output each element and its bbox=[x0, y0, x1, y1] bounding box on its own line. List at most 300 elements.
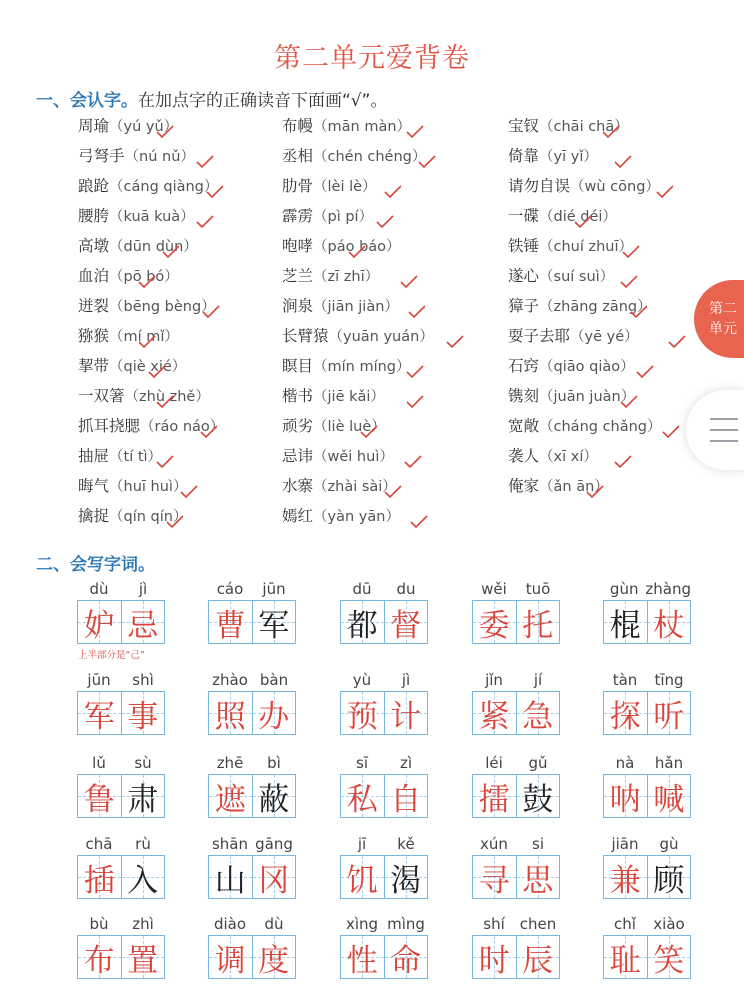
check-mark-icon bbox=[376, 215, 394, 229]
syllable: mìng bbox=[387, 915, 425, 933]
character: 忌 bbox=[127, 607, 159, 644]
char-cell bbox=[121, 775, 165, 817]
pinyin-item bbox=[282, 141, 426, 171]
syllable: tīng bbox=[654, 671, 684, 689]
character: 鼓 bbox=[522, 781, 554, 818]
character: 军 bbox=[258, 607, 290, 644]
character: 事 bbox=[127, 698, 159, 735]
character: 杖 bbox=[653, 607, 685, 644]
pinyin-word: 晦气 bbox=[78, 477, 110, 495]
word-pinyin bbox=[77, 578, 165, 600]
pinyin-word: 宽敞 bbox=[508, 417, 540, 435]
char-cell bbox=[252, 936, 296, 978]
pinyin-word: 镌刻 bbox=[508, 387, 540, 405]
word-box bbox=[77, 833, 165, 899]
pinyin-word: 一双箸 bbox=[78, 387, 125, 405]
character: 喊 bbox=[653, 781, 685, 818]
check-mark-icon bbox=[166, 515, 184, 529]
pinyin-word: 涧泉 bbox=[282, 297, 314, 315]
pinyin-word: 楷书 bbox=[282, 387, 314, 405]
syllable: xún bbox=[480, 835, 508, 853]
character: 呐 bbox=[609, 781, 641, 818]
char-cell bbox=[604, 692, 647, 734]
check-mark-icon bbox=[662, 425, 680, 439]
tianzige-boxes bbox=[603, 691, 691, 735]
tianzige-boxes bbox=[208, 855, 296, 899]
check-mark-icon bbox=[406, 365, 424, 379]
pinyin-word: 獐子 bbox=[508, 297, 540, 315]
syllable: gǔ bbox=[528, 754, 548, 772]
pinyin-item bbox=[282, 291, 399, 321]
check-mark-icon bbox=[410, 515, 428, 529]
char-cell bbox=[121, 936, 165, 978]
pinyin-options: （qiè xié） bbox=[109, 359, 187, 375]
syllable: cáo bbox=[216, 580, 244, 598]
pinyin-item bbox=[282, 381, 385, 411]
pinyin-item bbox=[78, 471, 187, 501]
syllable: si bbox=[532, 835, 544, 853]
syllable: jí bbox=[533, 671, 543, 689]
syllable: chǐ bbox=[614, 915, 636, 933]
pinyin-item bbox=[508, 321, 639, 351]
word-pinyin bbox=[340, 833, 428, 855]
char-cell bbox=[252, 692, 296, 734]
check-mark-icon bbox=[602, 125, 620, 139]
pinyin-options: （xī xí） bbox=[539, 449, 598, 465]
character: 饥 bbox=[346, 862, 378, 899]
word-pinyin bbox=[603, 752, 691, 774]
syllable: lǔ bbox=[92, 754, 106, 772]
word-pinyin bbox=[603, 669, 691, 691]
page-title: 第二单元爱背卷 bbox=[274, 43, 470, 74]
annotation-note: 上半部分是“己” bbox=[78, 650, 145, 661]
syllable: zì bbox=[399, 754, 413, 772]
check-mark-icon bbox=[348, 245, 366, 259]
syllable: léi bbox=[485, 754, 503, 772]
syllable: dū bbox=[352, 580, 372, 598]
char-cell bbox=[252, 856, 296, 898]
char-cell bbox=[384, 856, 428, 898]
pinyin-item bbox=[78, 141, 195, 171]
char-cell bbox=[516, 856, 560, 898]
syllable: jūn bbox=[87, 671, 111, 689]
character: 山 bbox=[214, 862, 246, 899]
check-mark-icon bbox=[418, 155, 436, 169]
character: 自 bbox=[390, 781, 422, 818]
syllable: gāng bbox=[255, 835, 293, 853]
syllable: bù bbox=[89, 915, 109, 933]
char-cell bbox=[604, 936, 647, 978]
syllable: jì bbox=[401, 671, 411, 689]
pinyin-options: （wù cōng） bbox=[570, 179, 660, 195]
word-box bbox=[603, 752, 691, 818]
char-cell bbox=[384, 936, 428, 978]
pinyin-item bbox=[282, 441, 394, 471]
word-box bbox=[603, 669, 691, 735]
tianzige-boxes bbox=[472, 774, 560, 818]
word-box bbox=[603, 578, 691, 644]
word-pinyin bbox=[77, 752, 165, 774]
syllable: bàn bbox=[259, 671, 289, 689]
pinyin-item bbox=[508, 141, 598, 171]
pinyin-options: （ráo náo） bbox=[140, 419, 225, 435]
pinyin-item bbox=[282, 171, 377, 201]
check-mark-icon bbox=[138, 275, 156, 289]
pinyin-item bbox=[282, 201, 373, 231]
char-cell bbox=[121, 856, 165, 898]
check-mark-icon bbox=[180, 485, 198, 499]
word-box bbox=[472, 752, 560, 818]
char-cell bbox=[647, 601, 691, 643]
tianzige-boxes bbox=[77, 600, 165, 644]
unit-tab-line2: 单元 bbox=[709, 321, 737, 337]
character: 办 bbox=[258, 698, 290, 735]
syllable: rù bbox=[135, 835, 151, 853]
pinyin-options: （jiē kǎi） bbox=[313, 389, 385, 405]
char-cell bbox=[341, 936, 384, 978]
char-cell bbox=[209, 601, 252, 643]
char-cell bbox=[604, 601, 647, 643]
pinyin-item bbox=[282, 501, 400, 531]
menu-icon-bar bbox=[710, 440, 738, 442]
check-mark-icon bbox=[196, 155, 214, 169]
character: 插 bbox=[83, 862, 115, 899]
syllable: gùn bbox=[609, 580, 639, 598]
word-pinyin bbox=[208, 669, 296, 691]
pinyin-options: （qín qín） bbox=[109, 509, 188, 525]
word-box bbox=[340, 913, 428, 979]
char-cell bbox=[78, 775, 121, 817]
check-mark-icon bbox=[384, 485, 402, 499]
menu-icon-bar bbox=[710, 429, 738, 431]
tianzige-boxes bbox=[340, 691, 428, 735]
pinyin-options: （mān màn） bbox=[313, 119, 412, 135]
tianzige-boxes bbox=[208, 600, 296, 644]
char-cell bbox=[516, 775, 560, 817]
character: 顾 bbox=[653, 862, 685, 899]
syllable: du bbox=[396, 580, 416, 598]
tianzige-boxes bbox=[603, 935, 691, 979]
pinyin-word: 霹雳 bbox=[282, 207, 314, 225]
syllable: jì bbox=[138, 580, 148, 598]
char-cell bbox=[78, 692, 121, 734]
pinyin-options: （yàn yān） bbox=[313, 509, 400, 525]
char-cell bbox=[647, 856, 691, 898]
syllable: yù bbox=[352, 671, 372, 689]
char-cell bbox=[384, 692, 428, 734]
tianzige-boxes bbox=[340, 935, 428, 979]
syllable: chā bbox=[85, 835, 113, 853]
check-mark-icon bbox=[656, 185, 674, 199]
pinyin-item bbox=[282, 111, 411, 141]
pinyin-item bbox=[282, 321, 434, 351]
pinyin-word: 抽屉 bbox=[78, 447, 110, 465]
char-cell bbox=[516, 601, 560, 643]
syllable: shí bbox=[483, 915, 505, 933]
pinyin-word: 丞相 bbox=[282, 147, 314, 165]
word-pinyin bbox=[208, 578, 296, 600]
check-mark-icon bbox=[138, 335, 156, 349]
check-mark-icon bbox=[622, 245, 640, 259]
check-mark-icon bbox=[636, 365, 654, 379]
character: 鲁 bbox=[83, 781, 115, 818]
tianzige-boxes bbox=[472, 600, 560, 644]
character: 探 bbox=[609, 698, 641, 735]
character: 性 bbox=[346, 942, 378, 979]
check-mark-icon bbox=[206, 185, 224, 199]
word-box bbox=[208, 669, 296, 735]
tianzige-boxes bbox=[208, 774, 296, 818]
check-mark-icon bbox=[614, 155, 632, 169]
character: 督 bbox=[390, 607, 422, 644]
pinyin-options: （chén chéng） bbox=[313, 149, 427, 165]
menu-button[interactable] bbox=[686, 390, 744, 470]
character: 耻 bbox=[609, 942, 641, 979]
pinyin-options: （yī yǐ） bbox=[539, 149, 598, 165]
pinyin-word: 血泊 bbox=[78, 267, 110, 285]
check-mark-icon bbox=[360, 425, 378, 439]
syllable: xìng bbox=[345, 915, 379, 933]
pinyin-word: 抓耳挠腮 bbox=[78, 417, 141, 435]
pinyin-word: 倚靠 bbox=[508, 147, 540, 165]
syllable: zhē bbox=[216, 754, 244, 772]
tianzige-boxes bbox=[472, 855, 560, 899]
pinyin-item bbox=[78, 351, 186, 381]
pinyin-item bbox=[508, 261, 614, 291]
word-pinyin bbox=[340, 913, 428, 935]
character: 调 bbox=[214, 942, 246, 979]
char-cell bbox=[121, 601, 165, 643]
word-box bbox=[340, 833, 428, 899]
pinyin-word: 请勿自误 bbox=[508, 177, 571, 195]
character: 军 bbox=[83, 698, 115, 735]
char-cell bbox=[604, 775, 647, 817]
check-mark-icon bbox=[200, 425, 218, 439]
syllable: dù bbox=[89, 580, 109, 598]
character: 托 bbox=[522, 607, 554, 644]
syllable: hǎn bbox=[654, 754, 684, 772]
pinyin-options: （chāi chā） bbox=[539, 119, 629, 135]
menu-icon-bar bbox=[710, 418, 738, 420]
pinyin-options: （kuā kuà） bbox=[109, 209, 195, 225]
character: 度 bbox=[258, 942, 290, 979]
pinyin-options: （qiāo qiào） bbox=[539, 359, 635, 375]
pinyin-word: 俺家 bbox=[508, 477, 540, 495]
pinyin-word: 宝钗 bbox=[508, 117, 540, 135]
word-box bbox=[472, 578, 560, 644]
character: 笑 bbox=[653, 942, 685, 979]
char-cell bbox=[384, 601, 428, 643]
word-box bbox=[603, 833, 691, 899]
syllable: zhì bbox=[132, 915, 154, 933]
pinyin-item bbox=[508, 351, 635, 381]
word-box bbox=[77, 913, 165, 979]
pinyin-options: （wěi huì） bbox=[313, 449, 394, 465]
check-mark-icon bbox=[404, 455, 422, 469]
word-pinyin bbox=[340, 752, 428, 774]
char-cell bbox=[252, 775, 296, 817]
pinyin-options: （lèi lè） bbox=[313, 179, 377, 195]
word-pinyin bbox=[77, 669, 165, 691]
character: 听 bbox=[653, 698, 685, 735]
char-cell bbox=[209, 775, 252, 817]
check-mark-icon bbox=[620, 275, 638, 289]
character: 遮 bbox=[214, 781, 246, 818]
pinyin-options: （zhāng zāng） bbox=[539, 299, 652, 315]
word-box bbox=[340, 752, 428, 818]
pinyin-options: （nú nǔ） bbox=[124, 149, 195, 165]
pinyin-options: （juān juàn） bbox=[539, 389, 636, 405]
word-pinyin bbox=[208, 833, 296, 855]
pinyin-word: 咆哮 bbox=[282, 237, 314, 255]
syllable: bì bbox=[267, 754, 281, 772]
pinyin-word: 耍子去耶 bbox=[508, 327, 571, 345]
check-mark-icon bbox=[586, 485, 604, 499]
character: 兼 bbox=[609, 862, 641, 899]
char-cell bbox=[121, 692, 165, 734]
syllable: jūn bbox=[262, 580, 286, 598]
syllable: zhào bbox=[212, 671, 248, 689]
char-cell bbox=[647, 936, 691, 978]
unit-tab[interactable] bbox=[694, 280, 744, 358]
word-pinyin bbox=[472, 913, 560, 935]
char-cell bbox=[473, 856, 516, 898]
section-1-label: 一、会认字。 bbox=[36, 91, 138, 111]
word-pinyin bbox=[77, 913, 165, 935]
character: 预 bbox=[346, 698, 378, 735]
character: 委 bbox=[478, 607, 510, 644]
pinyin-word: 高墩 bbox=[78, 237, 110, 255]
char-cell bbox=[78, 601, 121, 643]
character: 辰 bbox=[522, 942, 554, 979]
pinyin-item bbox=[508, 201, 617, 231]
pinyin-options: （pì pí） bbox=[313, 209, 374, 225]
pinyin-options: （chuí zhuī） bbox=[539, 239, 634, 255]
tianzige-boxes bbox=[603, 855, 691, 899]
pinyin-options: （páo báo） bbox=[313, 239, 401, 255]
syllable: jǐn bbox=[485, 671, 503, 689]
pinyin-word: 顽劣 bbox=[282, 417, 314, 435]
pinyin-options: （huī huì） bbox=[109, 479, 188, 495]
char-cell bbox=[384, 775, 428, 817]
pinyin-options: （pō bó） bbox=[109, 269, 179, 285]
check-mark-icon bbox=[406, 125, 424, 139]
char-cell bbox=[516, 692, 560, 734]
check-mark-icon bbox=[668, 335, 686, 349]
tianzige-boxes bbox=[472, 691, 560, 735]
character: 擂 bbox=[478, 781, 510, 818]
pinyin-word: 弓弩手 bbox=[78, 147, 125, 165]
character: 曹 bbox=[214, 607, 246, 644]
pinyin-options: （cháng chǎng） bbox=[539, 419, 662, 435]
tianzige-boxes bbox=[340, 855, 428, 899]
character: 寻 bbox=[478, 862, 510, 899]
char-cell bbox=[647, 692, 691, 734]
pinyin-word: 铁锤 bbox=[508, 237, 540, 255]
pinyin-options: （yú yǔ） bbox=[109, 119, 179, 135]
pinyin-options: （yuān yuán） bbox=[328, 329, 434, 345]
unit-tab-line1: 第二 bbox=[709, 301, 737, 317]
syllable: tuō bbox=[525, 580, 551, 598]
pinyin-word: 肋骨 bbox=[282, 177, 314, 195]
char-cell bbox=[473, 692, 516, 734]
pinyin-options: （cáng qiàng） bbox=[109, 179, 219, 195]
character: 渴 bbox=[390, 862, 422, 899]
check-mark-icon bbox=[384, 185, 402, 199]
check-mark-icon bbox=[406, 395, 424, 409]
syllable: sī bbox=[356, 754, 368, 772]
pinyin-item bbox=[508, 411, 662, 441]
tianzige-boxes bbox=[208, 691, 296, 735]
char-cell bbox=[78, 936, 121, 978]
syllable: zhàng bbox=[645, 580, 691, 598]
character: 命 bbox=[390, 942, 422, 979]
char-cell bbox=[78, 856, 121, 898]
check-mark-icon bbox=[630, 305, 648, 319]
syllable: jī bbox=[357, 835, 367, 853]
check-mark-icon bbox=[156, 395, 174, 409]
character: 照 bbox=[214, 698, 246, 735]
tianzige-boxes bbox=[340, 600, 428, 644]
section-1-check: “√”。 bbox=[342, 91, 388, 111]
char-cell bbox=[516, 936, 560, 978]
word-pinyin bbox=[472, 752, 560, 774]
check-mark-icon bbox=[196, 215, 214, 229]
char-cell bbox=[252, 601, 296, 643]
pinyin-item bbox=[508, 381, 635, 411]
character: 入 bbox=[127, 862, 159, 899]
tianzige-boxes bbox=[472, 935, 560, 979]
pinyin-word: 迸裂 bbox=[78, 297, 110, 315]
word-pinyin bbox=[77, 833, 165, 855]
tianzige-boxes bbox=[77, 691, 165, 735]
word-box bbox=[77, 578, 165, 644]
word-box bbox=[472, 833, 560, 899]
word-box bbox=[208, 578, 296, 644]
word-box bbox=[340, 669, 428, 735]
pinyin-options: （jiān jiàn） bbox=[313, 299, 399, 315]
syllable: dù bbox=[264, 915, 284, 933]
syllable: xiào bbox=[653, 915, 685, 933]
pinyin-options: （mín míng） bbox=[313, 359, 411, 375]
pinyin-item bbox=[282, 231, 401, 261]
word-box bbox=[472, 669, 560, 735]
char-cell bbox=[209, 936, 252, 978]
check-mark-icon bbox=[156, 125, 174, 139]
word-pinyin bbox=[208, 752, 296, 774]
char-cell bbox=[341, 856, 384, 898]
pinyin-item bbox=[78, 381, 210, 411]
pinyin-options: （bēng bèng） bbox=[109, 299, 216, 315]
word-pinyin bbox=[340, 578, 428, 600]
character: 妒 bbox=[83, 607, 115, 644]
pinyin-item bbox=[508, 441, 598, 471]
pinyin-item bbox=[78, 321, 179, 351]
pinyin-options: （suí suì） bbox=[539, 269, 615, 285]
word-box bbox=[603, 913, 691, 979]
character: 置 bbox=[127, 942, 159, 979]
check-mark-icon bbox=[148, 365, 166, 379]
character: 急 bbox=[522, 698, 554, 735]
section-1-instruction: 在加点字的正确读音下面画 bbox=[138, 91, 342, 111]
pinyin-word: 擒捉 bbox=[78, 507, 110, 525]
word-box bbox=[77, 752, 165, 818]
syllable: jiān bbox=[611, 835, 639, 853]
char-cell bbox=[209, 692, 252, 734]
pinyin-word: 猕猴 bbox=[78, 327, 110, 345]
word-pinyin bbox=[472, 669, 560, 691]
check-mark-icon bbox=[202, 305, 220, 319]
